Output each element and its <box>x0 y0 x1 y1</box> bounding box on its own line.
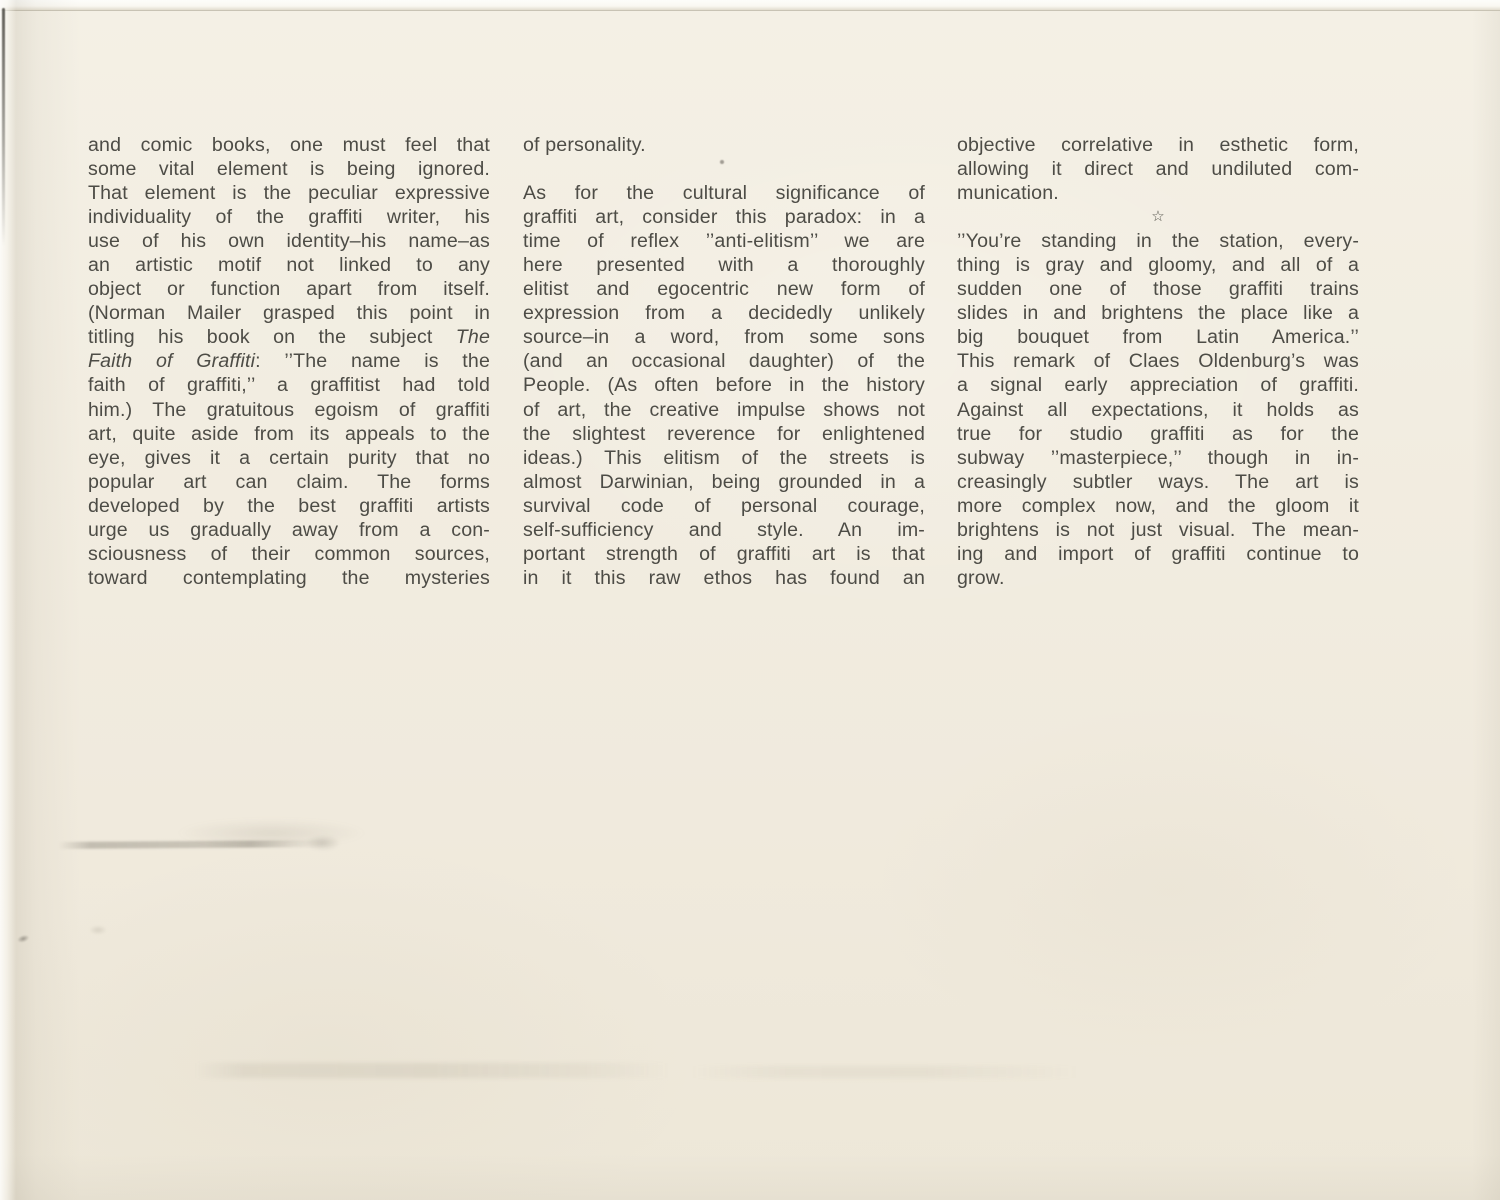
text-line: of art, the creative impulse shows not <box>523 398 925 421</box>
text-line: brightens is not just visual. The mean- <box>957 518 1359 541</box>
text-line: expression from a decidedly unlikely <box>523 302 925 325</box>
page-spine-line <box>2 8 5 246</box>
ink-bleedthrough-line-faint <box>690 1066 1080 1078</box>
text-line: allowing it direct and undiluted com- <box>957 158 1359 181</box>
text-line: As for the cultural significance of <box>523 182 925 205</box>
text-column-left <box>88 133 490 590</box>
text-line: of personality. <box>523 134 646 156</box>
text-line: and comic books, one must feel that <box>88 134 490 156</box>
text-line: portant strength of graffiti art is that <box>523 542 925 565</box>
text-line: ’’You’re standing in the station, every- <box>957 230 1359 253</box>
text-line: elitist and egocentric new form of <box>523 278 925 301</box>
paragraph-spacer <box>523 157 925 181</box>
text-line: art, quite aside from its appeals to the <box>88 422 490 445</box>
text-line: some vital element is being ignored. <box>88 158 490 181</box>
text-line: here presented with a thoroughly <box>523 254 925 277</box>
text-line: (Norman Mailer grasped this point in <box>88 302 490 325</box>
text-line: an artistic motif not linked to any <box>88 254 490 277</box>
text-line: more complex now, and the gloom it <box>957 494 1359 517</box>
text-line: Against all expectations, it holds as <box>957 398 1359 421</box>
text-line: true for studio graffiti as for the <box>957 422 1359 445</box>
text-line: subway ’’masterpiece,’’ though in in- <box>957 446 1359 469</box>
text-line: slides in and brightens the place like a <box>957 302 1359 325</box>
text-line: That element is the peculiar expressive <box>88 182 490 205</box>
text-line: in it this raw ethos has found an <box>523 566 925 589</box>
star-ornament: ☆ <box>1151 208 1165 226</box>
text-line: almost Darwinian, being grounded in a <box>523 470 925 493</box>
pencil-smudge-cloud <box>168 818 398 848</box>
text-line: developed by the best graffiti artists <box>88 494 490 517</box>
text-line: ideas.) This elitism of the streets is <box>523 446 925 469</box>
text-line: titling his book on the subject The <box>88 326 490 349</box>
text-line: the slightest reverence for enlightened <box>523 422 925 445</box>
text-line: time of reflex ’’anti-elitism’’ we are <box>523 230 925 253</box>
text-line: eye, gives it a certain purity that no <box>88 446 490 469</box>
text-line: sciousness of their common sources, <box>88 542 490 565</box>
text-line: source–in a word, from some sons <box>523 326 925 349</box>
page-top-edge <box>0 0 1500 11</box>
text-line: graffiti art, consider this paradox: in a <box>523 206 925 229</box>
text-line: thing is gray and gloomy, and all of a <box>957 254 1359 277</box>
text-line: creasingly subtler ways. The art is <box>957 470 1359 493</box>
text-line: survival code of personal courage, <box>523 494 925 517</box>
ink-bleedthrough-line <box>195 1063 670 1078</box>
text-line: (and an occasional daughter) of the <box>523 350 925 373</box>
text-line: urge us gradually away from a con- <box>88 518 490 541</box>
text-line: This remark of Claes Oldenburg’s was <box>957 350 1359 373</box>
text-line: ing and import of graffiti continue to <box>957 542 1359 565</box>
text-line: big bouquet from Latin America.’’ <box>957 326 1359 349</box>
text-column-middle <box>523 133 925 590</box>
pencil-smudge-blob <box>300 833 346 853</box>
text-line: People. (As often before in the history <box>523 374 925 397</box>
text-line: faith of graffiti,’’ a graffitist had told <box>88 374 490 397</box>
text-line: self-sufficiency and style. An im- <box>523 518 925 541</box>
text-line: Faith of Graffiti: ’’The name is the <box>88 350 490 373</box>
text-line: objective correlative in esthetic form, <box>957 134 1359 156</box>
text-line: grow. <box>957 566 1005 589</box>
text-line: toward contemplating the mysteries <box>88 566 490 589</box>
text-line: popular art can claim. The forms <box>88 470 490 493</box>
text-column-right <box>957 133 1359 590</box>
pencil-smudge-streak <box>58 840 326 849</box>
text-line: object or function apart from itself. <box>88 278 490 301</box>
text-line: a signal early appreciation of graffiti. <box>957 374 1359 397</box>
text-line: munication. <box>957 182 1059 205</box>
text-line: individuality of the graffiti writer, his <box>88 206 490 229</box>
text-line: him.) The gratuitous egoism of graffiti <box>88 398 490 421</box>
paper-speck-faint <box>86 924 110 936</box>
page-spine-shadow <box>0 0 80 1200</box>
text-line: use of his own identity–his name–as <box>88 230 490 253</box>
text-line: sudden one of those graffiti trains <box>957 278 1359 301</box>
